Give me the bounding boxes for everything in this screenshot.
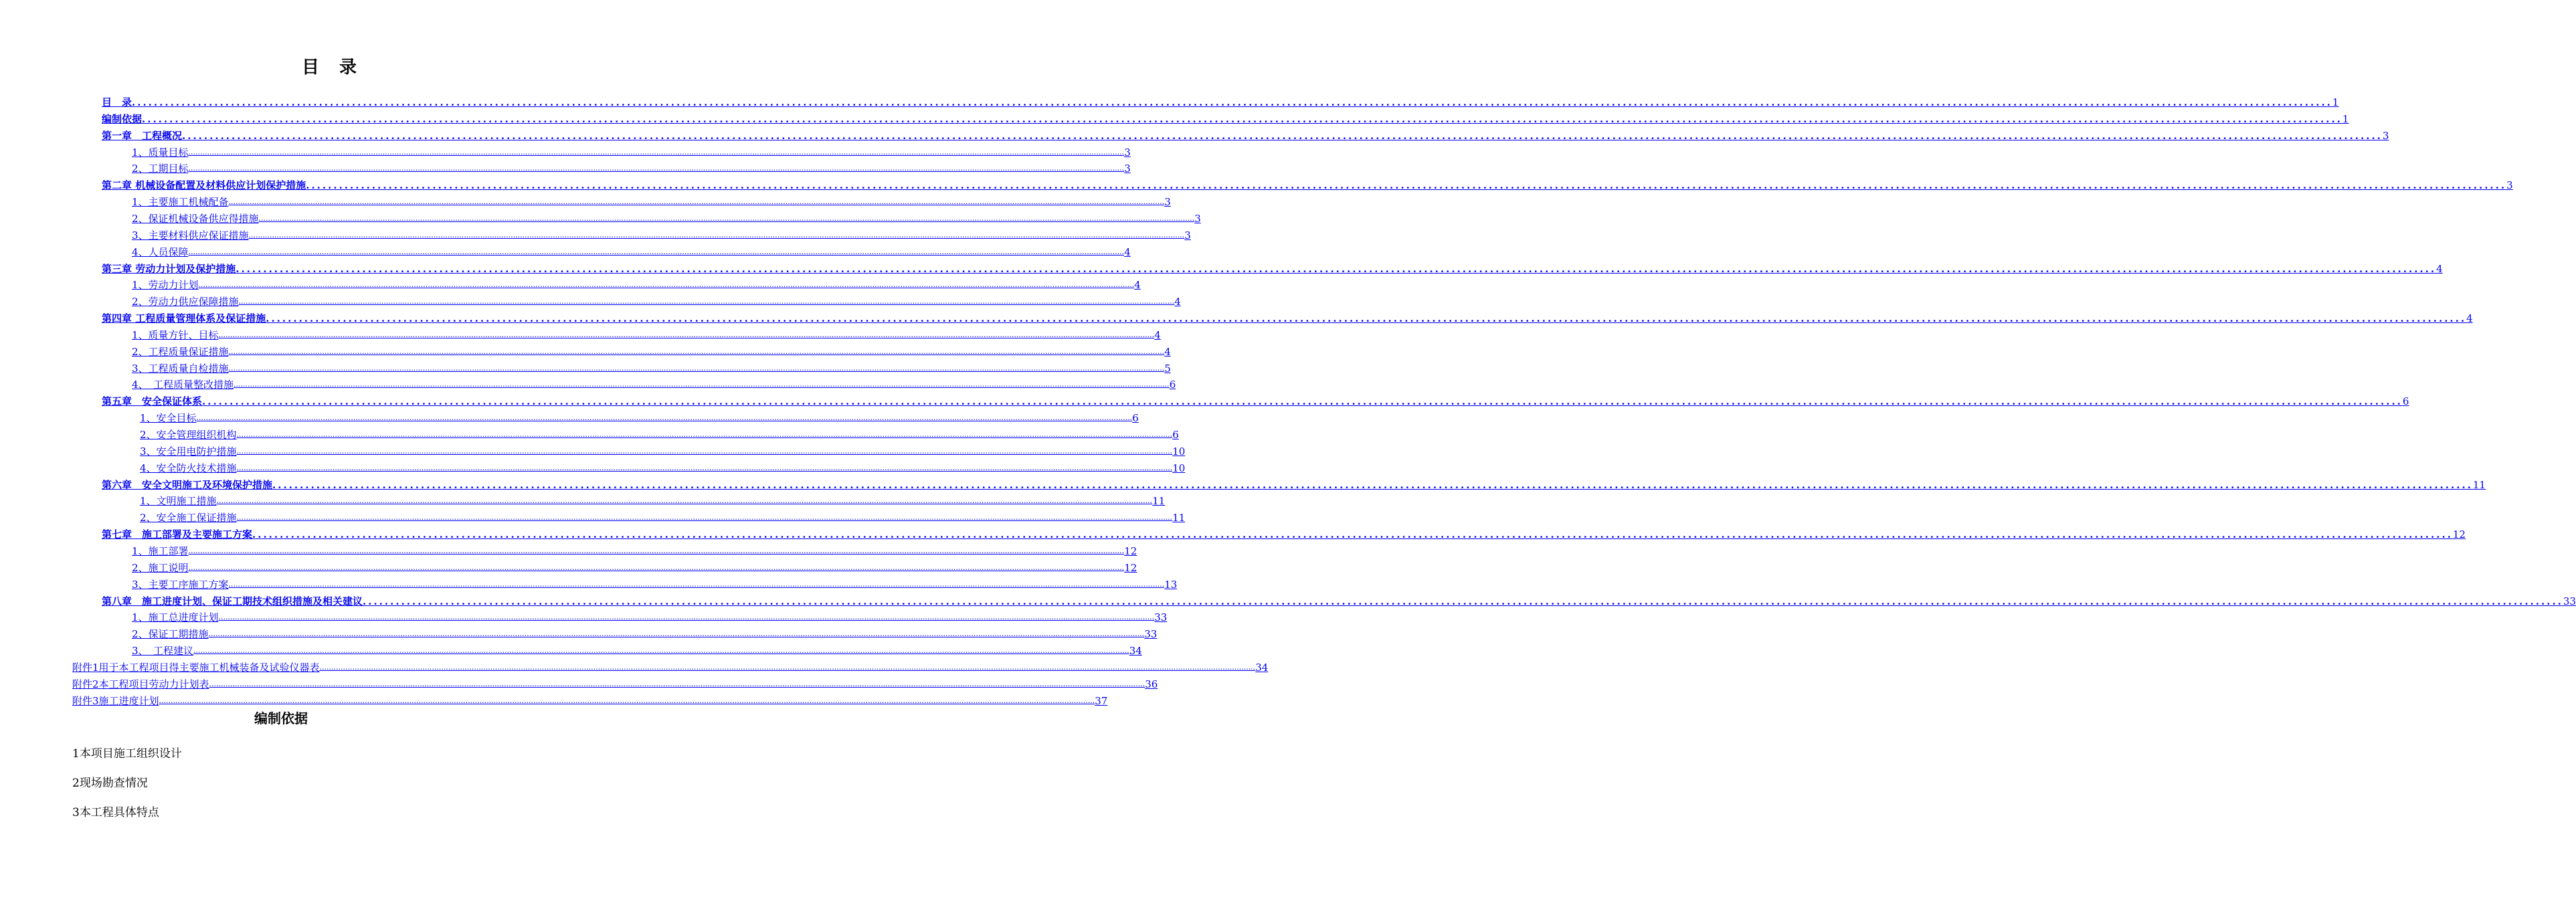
toc-entry-label: 2、保证工期措施 (132, 628, 209, 641)
toc-entry[interactable] (102, 527, 2466, 541)
toc-entry-label: 3、主要材料供应保证措施 (132, 229, 249, 241)
toc-entry[interactable] (102, 311, 2473, 325)
toc-entry-label: 3、 工程建议 (132, 645, 194, 658)
toc-leader-dots: ................................................................................................................................................................................................................................................................................................................................................................................................................ (363, 595, 2563, 607)
toc-leader-dots: ................................................................................................................................................................................................................................................................................................................................................................................................................ (228, 579, 1165, 589)
toc-entry[interactable] (102, 394, 2409, 408)
toc-leader-dots: ................................................................................................................................................................................................................................................................................................................................................................................................................ (236, 513, 1173, 522)
toc-entry-label: 3、主要工序施工方案 (132, 578, 229, 591)
toc-page-number: 3 (2382, 129, 2389, 142)
toc-leader-dots: ................................................................................................................................................................................................................................................................................................................................................................................................................ (228, 363, 1165, 373)
toc-entry[interactable] (102, 594, 2576, 607)
toc-entry-label: 1、安全目标 (140, 412, 197, 425)
toc-entry-label: 1、文明施工措施 (140, 495, 217, 508)
toc-entry-label: 1、主要施工机械配备 (132, 196, 229, 209)
toc-entry-label: 2、工程质量保证措施 (132, 345, 229, 358)
toc-page-number: 11 (1152, 495, 1166, 508)
toc-page-number: 4 (2466, 312, 2473, 325)
toc-leader-dots: ................................................................................................................................................................................................................................................................................................................................................................................................................ (188, 563, 1125, 572)
toc-entry-label: 2、劳动力供应保障措施 (132, 296, 239, 308)
section-heading-basis: 编制依据 (254, 710, 308, 726)
toc-entry[interactable] (132, 195, 1171, 209)
toc-entry-label: 1、施工部署 (132, 544, 189, 557)
toc-entry-label: 目 录 (102, 96, 132, 108)
basis-item-3: 3本工程具体特点 (72, 806, 159, 819)
toc-page-number: 3 (2506, 179, 2513, 192)
toc-entry[interactable] (140, 411, 1139, 425)
toc-entry[interactable] (132, 577, 1178, 591)
toc-entry-label: 附件2本工程项目劳动力计划表 (72, 678, 209, 690)
toc-entry[interactable] (132, 328, 1161, 341)
toc-leader-dots: ................................................................................................................................................................................................................................................................................................................................................................................................................ (218, 613, 1155, 622)
toc-leader-dots: ................................................................................................................................................................................................................................................................................................................................................................................................................ (236, 262, 2437, 275)
toc-page-number: 3 (1124, 146, 1131, 159)
toc-entry-label: 第五章 安全保证体系 (102, 395, 203, 408)
toc-entry[interactable] (132, 245, 1131, 258)
page-title: 目 录 (301, 58, 358, 78)
toc-leader-dots: ................................................................................................................................................................................................................................................................................................................................................................................................................ (188, 546, 1125, 555)
toc-page-number: 4 (1124, 245, 1131, 258)
basis-item-1: 1本项目施工组织设计 (72, 747, 182, 761)
toc-entry-label: 第八章 施工进度计划、保证工期技术组织措施及相关建议 (102, 595, 363, 607)
toc-page-number: 12 (1124, 561, 1137, 574)
toc-page-number: 33 (1154, 611, 1168, 624)
toc-page-number: 1 (2332, 96, 2339, 108)
toc-leader-dots: ................................................................................................................................................................................................................................................................................................................................................................................................................ (209, 679, 1145, 688)
toc-entry-label: 2、施工说明 (132, 561, 189, 574)
toc-entry[interactable] (132, 643, 1142, 658)
toc-entry[interactable] (140, 444, 1186, 458)
toc-leader-dots: ................................................................................................................................................................................................................................................................................................................................................................................................................ (258, 213, 1195, 223)
toc-entry[interactable] (132, 610, 1168, 624)
toc-entry-label: 第七章 施工部署及主要施工方案 (102, 528, 253, 541)
toc-page-number: 4 (1134, 279, 1141, 292)
toc-entry[interactable] (132, 211, 1201, 225)
toc-page-number: 36 (1145, 678, 1158, 690)
toc-page-number: 6 (1169, 379, 1176, 391)
toc-leader-dots: ................................................................................................................................................................................................................................................................................................................................................................................................................ (202, 395, 2403, 408)
toc-leader-dots: ................................................................................................................................................................................................................................................................................................................................................................................................................ (238, 297, 1175, 306)
toc-entry-label: 4、安全防火技术措施 (140, 462, 237, 474)
toc-page-number: 10 (1172, 445, 1186, 458)
toc-leader-dots: ................................................................................................................................................................................................................................................................................................................................................................................................................ (208, 629, 1145, 639)
toc-leader-dots: ................................................................................................................................................................................................................................................................................................................................................................................................................ (198, 280, 1135, 290)
toc-entry[interactable] (132, 278, 1141, 292)
toc-leader-dots: ................................................................................................................................................................................................................................................................................................................................................................................................................ (234, 380, 1170, 389)
toc-leader-dots: ................................................................................................................................................................................................................................................................................................................................................................................................................ (193, 646, 1129, 656)
toc-entry[interactable] (132, 627, 1158, 641)
toc-page-number: 33 (1144, 628, 1158, 641)
toc-leader-dots: ................................................................................................................................................................................................................................................................................................................................................................................................................ (319, 662, 1256, 672)
toc-entry-label: 2、保证机械设备供应得措施 (132, 212, 259, 225)
toc-leader-dots: ................................................................................................................................................................................................................................................................................................................................................................................................................ (218, 330, 1155, 339)
toc-page-number: 4 (1164, 345, 1171, 358)
toc-page-number: 11 (1172, 512, 1186, 524)
toc-entry[interactable] (132, 361, 1171, 375)
toc-entry-label: 1、质量方针、目标 (132, 328, 219, 341)
toc-entry[interactable] (140, 427, 1179, 441)
toc-page-number: 3 (1164, 196, 1171, 209)
toc-leader-dots: ................................................................................................................................................................................................................................................................................................................................................................................................................ (236, 446, 1173, 456)
toc-entry-label: 第三章 劳动力计划及保护措施 (102, 262, 236, 275)
toc-entry[interactable] (132, 161, 1131, 175)
toc-page-number: 12 (1124, 544, 1137, 557)
toc-leader-dots: ................................................................................................................................................................................................................................................................................................................................................................................................................ (228, 197, 1165, 207)
toc-entry-label: 3、安全用电防护措施 (140, 445, 237, 458)
toc-entry[interactable] (132, 145, 1131, 159)
toc-page-number: 33 (2563, 595, 2576, 607)
toc-leader-dots: ................................................................................................................................................................................................................................................................................................................................................................................................................ (216, 496, 1153, 506)
toc-entry-label: 第六章 安全文明施工及环境保护措施 (102, 478, 273, 491)
toc-entry[interactable] (72, 677, 1158, 690)
toc-leader-dots: ................................................................................................................................................................................................................................................................................................................................................................................................................ (159, 696, 1095, 705)
toc-entry-label: 1、劳动力计划 (132, 279, 199, 292)
toc-entry[interactable] (102, 112, 2349, 125)
toc-leader-dots: ................................................................................................................................................................................................................................................................................................................................................................................................................ (266, 312, 2467, 325)
toc-leader-dots: ................................................................................................................................................................................................................................................................................................................................................................................................................ (236, 463, 1173, 472)
toc-leader-dots: ................................................................................................................................................................................................................................................................................................................................................................................................................ (228, 346, 1165, 356)
toc-page-number: 37 (1095, 694, 1108, 707)
toc-entry[interactable] (102, 178, 2513, 192)
toc-page-number: 10 (1172, 462, 1186, 474)
toc-page-number: 6 (1132, 412, 1139, 425)
toc-entry[interactable] (102, 95, 2339, 108)
toc-page-number: 34 (1255, 661, 1269, 674)
toc-leader-dots: ................................................................................................................................................................................................................................................................................................................................................................................................................ (132, 96, 2332, 108)
toc-page-number: 1 (2342, 112, 2349, 125)
toc-entry-label: 附件1用于本工程项目得主要施工机械装备及试验仪器表 (72, 661, 320, 674)
basis-item-2: 2现场勘查情况 (72, 777, 148, 790)
toc-entry-label: 第二章 机械设备配置及材料供应计划保护措施 (102, 179, 306, 192)
toc-entry[interactable] (132, 294, 1181, 308)
toc-leader-dots: ................................................................................................................................................................................................................................................................................................................................................................................................................ (248, 230, 1185, 239)
toc-leader-dots: ................................................................................................................................................................................................................................................................................................................................................................................................................ (188, 164, 1125, 173)
toc-entry[interactable] (132, 544, 1137, 557)
toc-leader-dots: ................................................................................................................................................................................................................................................................................................................................................................................................................ (188, 147, 1125, 157)
toc-leader-dots: ................................................................................................................................................................................................................................................................................................................................................................................................................ (182, 129, 2383, 142)
toc-page-number: 3 (1124, 163, 1131, 175)
toc-entry-label: 编制依据 (102, 112, 143, 125)
toc-entry-label: 1、施工总进度计划 (132, 611, 219, 624)
toc-entry-label: 3、工程质量自检措施 (132, 362, 229, 375)
toc-leader-dots: ................................................................................................................................................................................................................................................................................................................................................................................................................ (188, 247, 1125, 256)
toc-leader-dots: ................................................................................................................................................................................................................................................................................................................................................................................................................ (196, 413, 1133, 423)
toc-page-number: 6 (2402, 395, 2409, 408)
toc-entry[interactable] (140, 494, 1166, 508)
toc-entry[interactable] (72, 694, 1108, 707)
toc-leader-dots: ................................................................................................................................................................................................................................................................................................................................................................................................................ (236, 430, 1173, 439)
toc-entry[interactable] (102, 262, 2443, 275)
toc-entry-label: 2、安全管理组织机构 (140, 429, 237, 441)
toc-entry[interactable] (132, 344, 1171, 358)
toc-page-number: 3 (1184, 229, 1191, 241)
toc-entry[interactable] (140, 510, 1186, 524)
toc-entry[interactable] (102, 478, 2486, 491)
toc-page-number: 34 (1129, 645, 1142, 658)
toc-entry-label: 4、 工程质量整改措施 (132, 379, 234, 391)
toc-entry[interactable] (132, 377, 1176, 391)
toc-page-number: 13 (1164, 578, 1178, 591)
toc-page-number: 5 (1164, 362, 1171, 375)
toc-entry[interactable] (140, 461, 1186, 474)
toc-page-number: 3 (1194, 212, 1201, 225)
toc-entry-label: 1、质量目标 (132, 146, 189, 159)
toc-entry[interactable] (132, 228, 1191, 241)
toc-leader-dots: ................................................................................................................................................................................................................................................................................................................................................................................................................ (306, 179, 2507, 192)
toc-entry[interactable] (102, 128, 2389, 142)
toc-page-number: 12 (2452, 528, 2466, 541)
toc-entry[interactable] (72, 660, 1269, 674)
toc-entry-label: 2、安全施工保证措施 (140, 512, 237, 524)
toc-entry[interactable] (132, 561, 1137, 574)
toc-entry-label: 第一章 工程概况 (102, 129, 183, 142)
toc-entry-label: 附件3施工进度计划 (72, 694, 159, 707)
toc-leader-dots: ................................................................................................................................................................................................................................................................................................................................................................................................................ (252, 528, 2453, 541)
toc-page-number: 4 (2436, 262, 2443, 275)
toc-entry-label: 第四章 工程质量管理体系及保证措施 (102, 312, 266, 325)
toc-leader-dots: ................................................................................................................................................................................................................................................................................................................................................................................................................ (272, 478, 2473, 491)
toc-entry-label: 2、工期目标 (132, 163, 189, 175)
toc-entry-label: 4、人员保障 (132, 245, 189, 258)
toc-leader-dots: ................................................................................................................................................................................................................................................................................................................................................................................................................ (142, 112, 2342, 125)
toc-page-number: 4 (1174, 296, 1181, 308)
toc-page-number: 4 (1154, 328, 1161, 341)
toc-page-number: 6 (1172, 429, 1179, 441)
toc-page-number: 11 (2472, 478, 2486, 491)
